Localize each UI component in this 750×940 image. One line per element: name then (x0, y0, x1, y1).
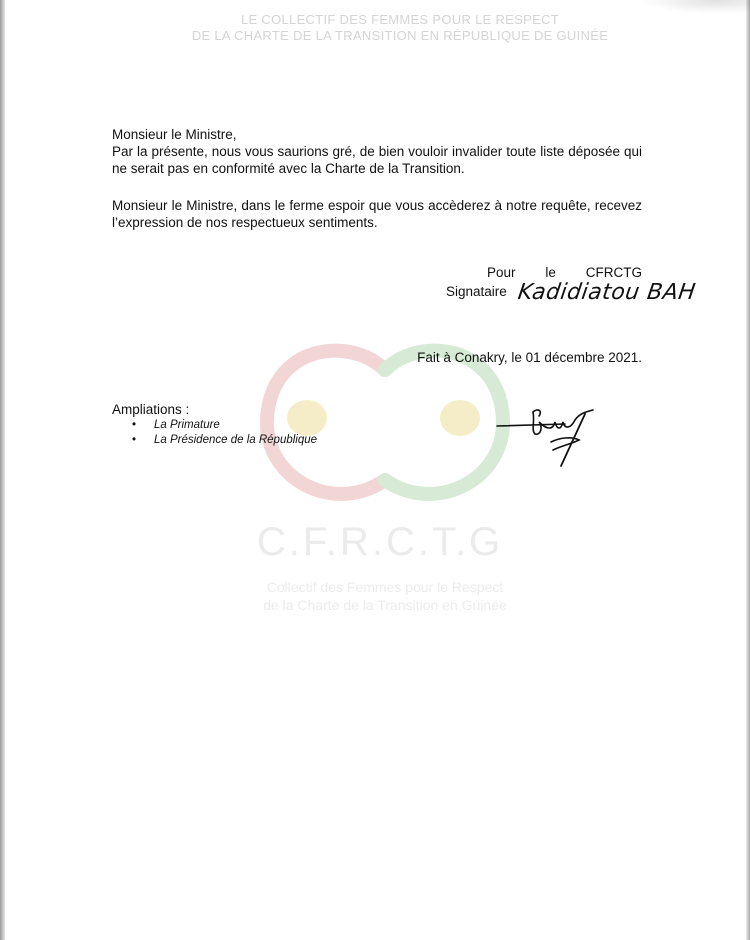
letterhead (0, 12, 750, 44)
signature-pour: Pour (487, 265, 516, 280)
watermark-subtitle-line-2: de la Charte de la Transition en Guinée (263, 597, 507, 613)
ampliation-item: • La Primature (130, 418, 317, 433)
handwritten-signature-scribble (495, 400, 600, 470)
signature-org: CFRCTG (585, 265, 642, 280)
letterhead-line-1: LE COLLECTIF DES FEMMES POUR LE RESPECT (241, 12, 559, 27)
page-edge-right (746, 0, 750, 940)
watermark-subtitle (0, 578, 750, 614)
watermark-acronym: C.F.R.C.T.G (256, 520, 504, 564)
watermark-gold-right (440, 400, 480, 436)
ampliations-list (130, 418, 317, 448)
watermark-subtitle-line-1: Collectif des Femmes pour le Respect (266, 579, 504, 595)
signatory-handwritten-name: Kadidiatou BAH (516, 280, 698, 305)
ampliation-item: • La Présidence de la République (130, 433, 317, 448)
letter-paragraph-2 (112, 197, 642, 231)
letter-paragraph-1 (112, 143, 642, 177)
ampliations-title: Ampliations : (112, 402, 190, 417)
signature-for-line (487, 265, 642, 280)
letterhead-line-2: DE LA CHARTE DE LA TRANSITION EN RÉPUBLIQUE DE GUINÉE (191, 28, 609, 43)
signature-le: le (545, 265, 556, 280)
place-and-date: Fait à Conakry, le 01 décembre 2021. (417, 350, 642, 365)
salutation: Monsieur le Ministre, (112, 127, 237, 142)
signatory-label: Signataire (446, 284, 507, 299)
page-edge-left (0, 0, 5, 940)
paragraph-2-text: Monsieur le Ministre, dans le ferme espoir que vous accèderez à notre requête, recevez l’expression de nos respectueux sentiments. (112, 198, 642, 230)
paragraph-1-text: Par la présente, nous vous saurions gré, de bien vouloir invalider toute liste déposée qui ne serait pas en conformité avec la Charte de la Transition. (112, 144, 642, 176)
